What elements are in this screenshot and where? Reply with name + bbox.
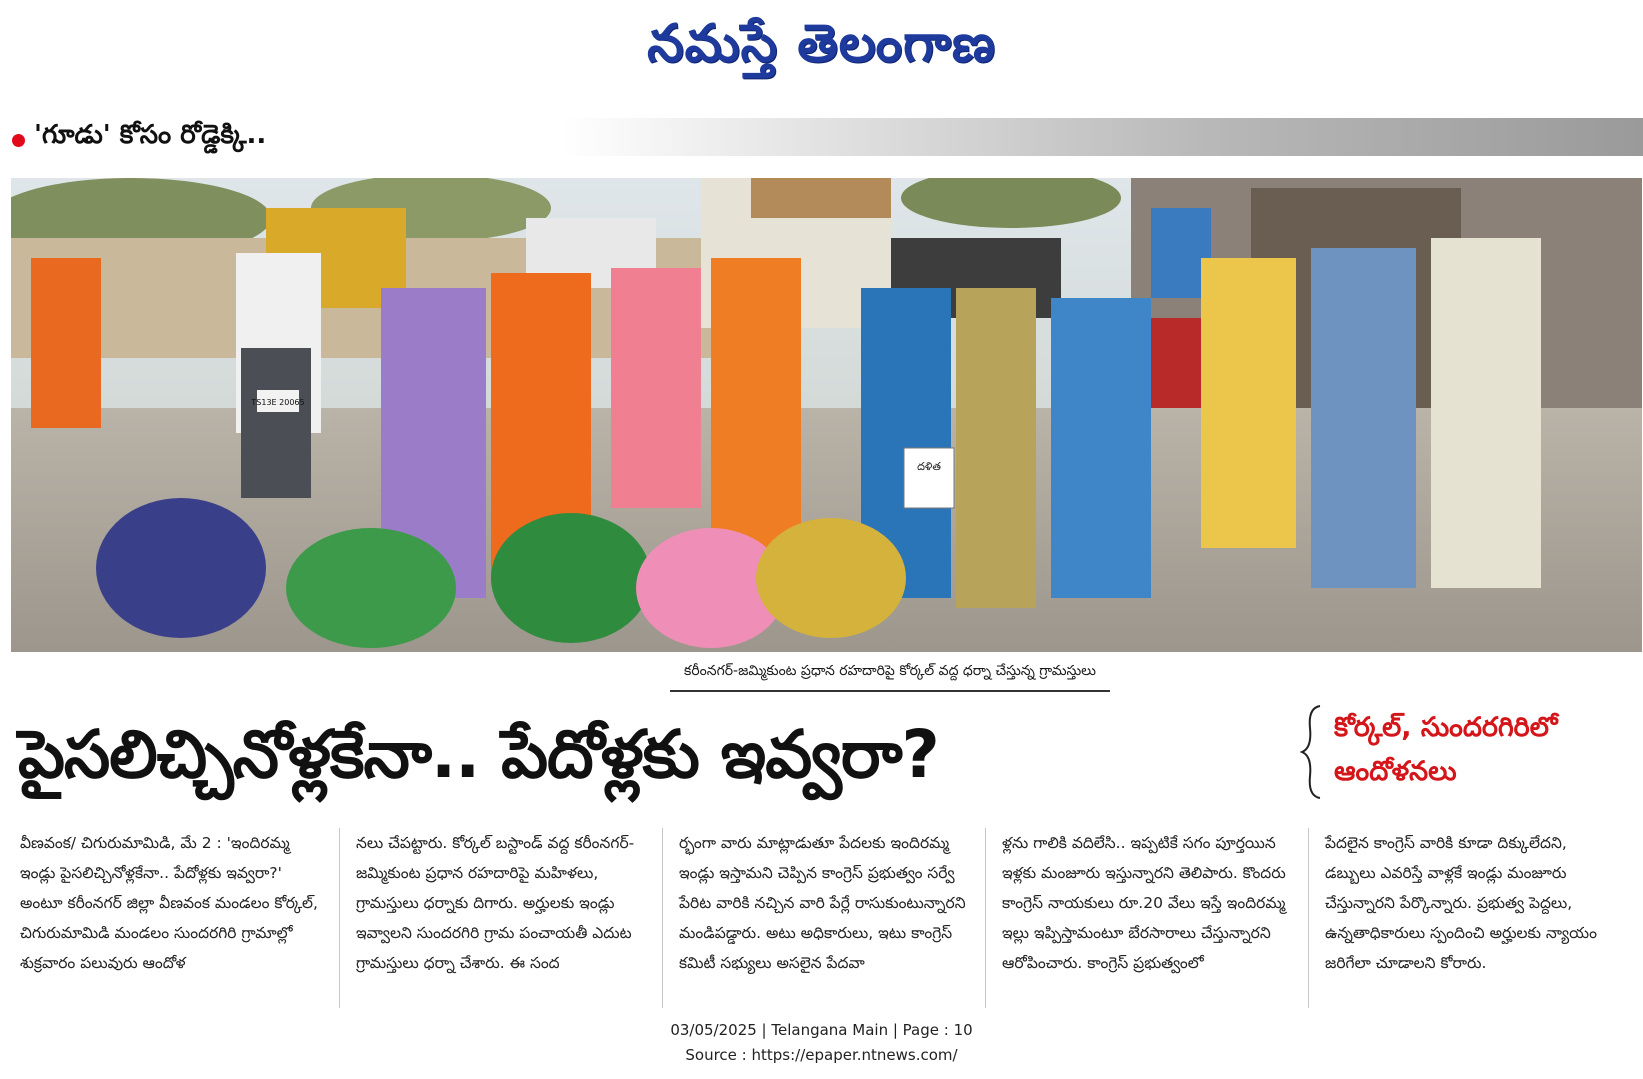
placard-text: దళిత — [917, 460, 941, 473]
kicker-text: 'గూడు' కోసం రోడ్డెక్కి.. — [34, 120, 267, 150]
kicker — [0, 116, 1643, 162]
protest-photo-illustration — [11, 178, 1642, 652]
brace-icon — [1300, 704, 1324, 800]
column-text: ర్భంగా వారు మాట్లాడుతూ పేదలకు ఇందిరమ్మ ఇండ్లు ఇస్తామని చెప్పిన కాంగ్రెస్ ప్రభుత్వం సర్వే పేరిట వారికి నచ్చిన వారి పేర్లే రాసుకుంటున్నారని మండిపడ్డారు. అటు అధికారులు, ఇటు కాంగ్రెస్ కమిటీ సభ్యులు అసలైన పేదవా — [678, 834, 966, 972]
masthead — [0, 0, 1643, 100]
footer-date-page: 03/05/2025 | Telangana Main | Page : 10 — [670, 1021, 973, 1039]
subhead-line-1: కోర్కల్, సుందరగిరిలో — [1334, 712, 1558, 743]
article-column-1 — [16, 828, 321, 1008]
subhead — [1334, 706, 1634, 794]
news-photo — [11, 178, 1642, 652]
article-column-5 — [1308, 828, 1613, 1008]
article-column-4 — [985, 828, 1290, 1008]
column-text: వీణవంక/ చిగురుమామిడి, మే 2 : 'ఇందిరమ్మ ఇండ్లు పైసలిచ్చినోళ్లకేనా.. పేదోళ్లకు ఇవ్వరా?' అంటూ కరీంనగర్ జిల్లా వీణవంక మండలం కోర్కల్, చిగురుమామిడి మండలం సుందరగిరి గ్రామాల్లో శుక్రవారం పలువురు ఆందోళ — [20, 834, 318, 972]
subhead-line-2: ఆందోళనలు — [1334, 756, 1457, 787]
column-text: ళ్లను గాలికి వదిలేసి.. ఇప్పటికే సగం పూర్తయిన ఇళ్లకు మంజూరు ఇస్తున్నారని తెలిపారు. కొందరు కాంగ్రెస్ నాయకులు రూ.20 వేలు ఇస్తే ఇందిరమ్మ ఇల్లు ఇప్పిస్తామంటూ బేరసారాలు చేస్తున్నారని ఆరోపించారు. కాంగ్రెస్ ప్రభుత్వంలో — [1002, 834, 1286, 972]
newspaper-logo: నమస్తే తెలంగాణ — [647, 13, 996, 74]
kicker-gradient-bar — [560, 118, 1643, 156]
column-text: పేదలైన కాంగ్రెస్ వారికి కూడా దిక్కులేదని, డబ్బులు ఎవరిస్తే వాళ్లకే ఇండ్లు మంజూరు చేస్తున్నారని పేర్కొన్నారు. ప్రభుత్వ పెద్దలు, ఉన్నతాధికారులు స్పందించి అర్హులకు న్యాయం జరిగేలా చూడాలని కోరారు. — [1325, 834, 1597, 972]
article-column-2 — [339, 828, 644, 1008]
bullet-dot-icon — [12, 134, 25, 147]
footer-source-link[interactable]: Source : https://epaper.ntnews.com/ — [685, 1046, 958, 1064]
column-text: నలు చేపట్టారు. కోర్కల్ బస్టాండ్ వద్ద కరీంనగర్-జమ్మికుంట ప్రధాన రహదారిపై మహిళలు, గ్రామస్తులు ధర్నాకు దిగారు. అర్హులకు ఇండ్లు ఇవ్వాలని సుందరగిరి గ్రామ పంచాయతీ ఎదుట గ్రామస్తులు ధర్నా చేశారు. ఈ సంద — [355, 834, 635, 972]
photo-caption: కరీంనగర్-జమ్మికుంట ప్రధాన రహదారిపై కోర్కల్ వద్ద ధర్నా చేస్తున్న గ్రామస్తులు — [670, 656, 1110, 692]
number-plate-text: TS13E 20065 — [251, 398, 305, 407]
article-body — [16, 828, 1631, 1008]
page-footer — [0, 1018, 1643, 1068]
article-column-3 — [662, 828, 967, 1008]
headline: పైసలిచ్చినోళ్లకేనా.. పేదోళ్లకు ఇవ్వరా? — [18, 716, 939, 793]
